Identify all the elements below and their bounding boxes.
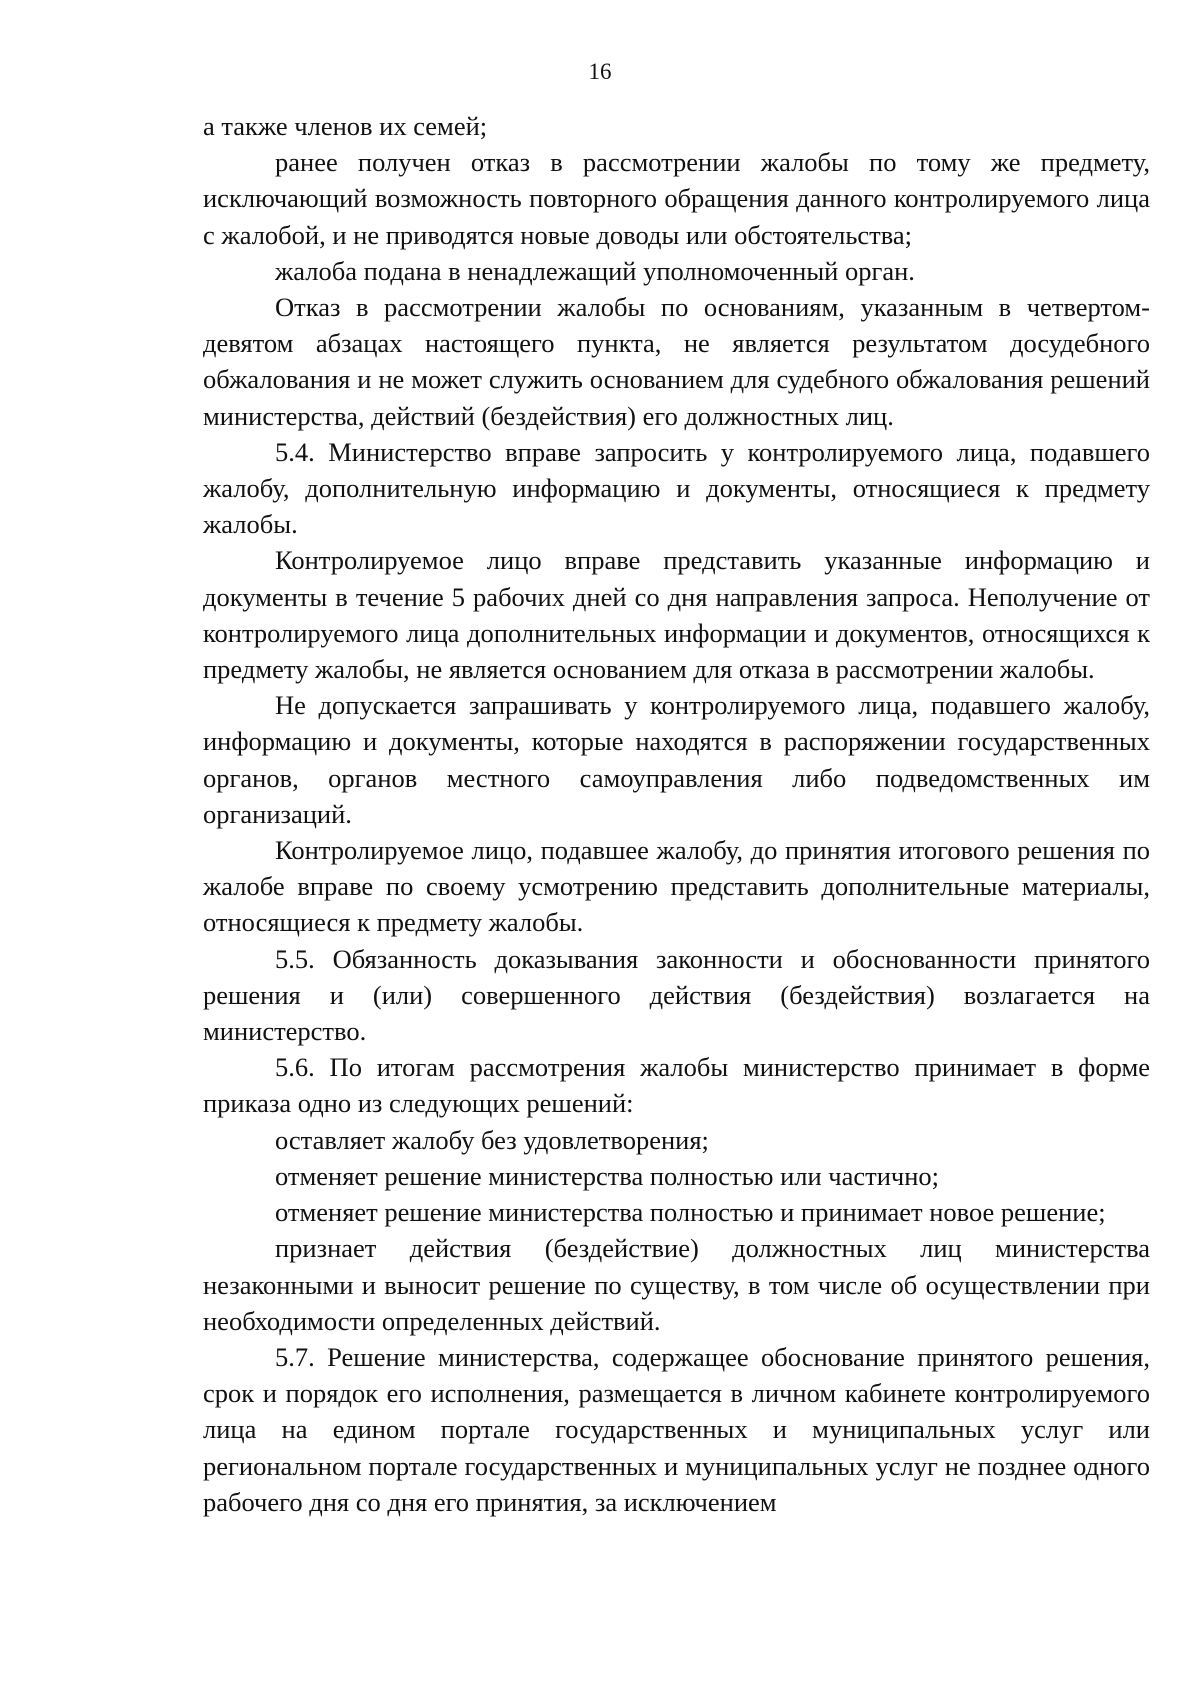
paragraph-clause-5-7: 5.7. Решение министерства, содержащее обоснование принятого решения, срок и порядок его исполнения, размещается в личном кабинете контролируемого лица на едином портале государственных и муниципальных услуг или региональном портале государственных и муниципальных услуг не позднее одного рабочего дня со дня его принятия, за исключением bbox=[203, 1341, 1150, 1517]
paragraph-refusal-ground-prior-refusal: ранее получен отказ в рассмотрении жалобы по тому же предмету, исключающий возможность повторного обращения данного контролируемого лица с жалобой, и не приводятся новые доводы или обстоятельства; bbox=[203, 147, 1150, 250]
paragraph-decision-cancel-partial: отменяет решение министерства полностью или частично; bbox=[275, 1160, 940, 1191]
paragraph-refusal-consequence: Отказ в рассмотрении жалобы по основаниям, указанным в четвертом-девятом абзацах настоящего пункта, не является результатом досудебного обжалования и не может служить основанием для судебного обжалования решений министерства, действий (бездействия) его должностных лиц. bbox=[203, 292, 1150, 431]
paragraph-additional-materials: Контролируемое лицо, подавшее жалобу, до принятия итогового решения по жалобе вправе по своему усмотрению представить дополнительные материалы, относящиеся к предмету жалобы. bbox=[203, 835, 1150, 938]
paragraph-decision-reject: оставляет жалобу без удовлетворения; bbox=[275, 1124, 709, 1155]
document-body bbox=[203, 108, 1150, 1520]
page-number: 16 bbox=[588, 59, 612, 84]
paragraph-refusal-ground-wrong-authority: жалоба подана в ненадлежащий уполномоченный орган. bbox=[275, 255, 915, 286]
paragraph-clause-5-4: 5.4. Министерство вправе запросить у контролируемого лица, подавшего жалобу, дополнительную информацию и документы, относящиеся к предмету жалобы. bbox=[203, 436, 1150, 540]
paragraph-decision-cancel-new: отменяет решение министерства полностью и принимает новое решение; bbox=[275, 1197, 1106, 1228]
paragraph-clause-5-6: 5.6. По итогам рассмотрения жалобы министерство принимает в форме приказа одно из следующих решений: bbox=[203, 1052, 1150, 1119]
paragraph-request-restriction: Не допускается запрашивать у контролируемого лица, подавшего жалобу, информацию и документы, которые находятся в распоряжении государственных органов, органов местного самоуправления либо подведомственных им организаций. bbox=[203, 690, 1150, 829]
paragraph-information-deadline: Контролируемое лицо вправе представить указанные информацию и документы в течение 5 рабочих дней со дня направления запроса. Неполучение от контролируемого лица дополнительных информации и документов, относящихся к предмету жалобы, не является основанием для отказа в рассмотрении жалобы. bbox=[203, 545, 1150, 685]
paragraph-decision-unlawful: признает действия (бездействие) должностных лиц министерства незаконными и выносит решение по существу, в том числе об осуществлении при необходимости определенных действий. bbox=[203, 1233, 1150, 1336]
paragraph-clause-5-5: 5.5. Обязанность доказывания законности и обоснованности принятого решения и (или) совершенного действия (бездействия) возлагается на министерство. bbox=[203, 943, 1150, 1047]
paragraph-continuation: а также членов их семей; bbox=[203, 111, 488, 141]
